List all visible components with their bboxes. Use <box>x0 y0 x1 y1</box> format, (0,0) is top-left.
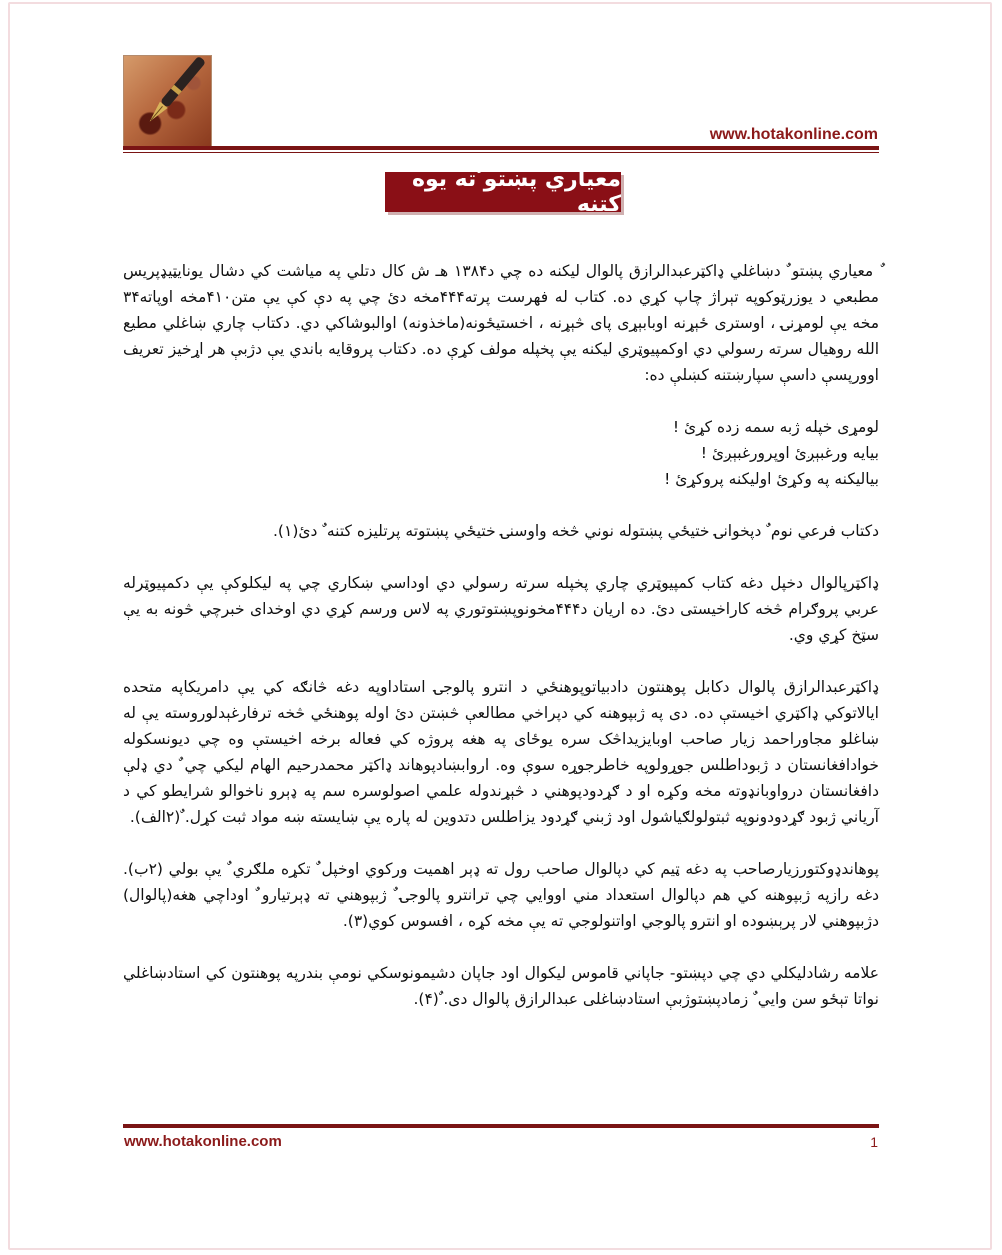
verse-block <box>123 414 879 492</box>
footer-site-link[interactable]: www.hotakonline.com <box>124 1133 282 1150</box>
footer-divider <box>123 1124 879 1128</box>
pen-logo-image <box>123 55 212 147</box>
verse-line: بيالیکنه په وکړئ اولیکنه پروکړئ ! <box>664 470 879 488</box>
page-number: 1 <box>870 1134 878 1150</box>
paragraph-rashad: علامه رشادليکلي دي چي دپښتو- جاپاني قاموس ليکوال اود جاپان دشيمونوسکي نومې بندرپه پوهنتون کي استادښاغلي نواتا تېځو سن وايي ٌ زمادپښتوژبې استادښاغلی عبدالرازق پالوال دی. ٌ(۴). <box>123 964 879 1008</box>
verse-line: لومړی خپله ژبه سمه زده کړئ ! <box>672 418 879 436</box>
paragraph-intro: ٌ معياري پښتو ٌ دښاغلي ډاکټرعبدالرازق پالوال ليکنه ده چي د۱۳۸۴ هـ ش کال دتلي په مياشت کي دشال يونايټيډپريس مطبعي د يوزرټوکوپه تېراژ چاپ کړي ده. کتاب له فهرست پرته۴۴۴مخه دئ چي په دې کې يې متن۴۱۰مخه اوپاته۳۴ مخه يې لومړنۍ ، اوستری ځېړنه اوبابېړی پای څېړنه ، اخستيځونه(ماخذونه) اوالبوشاکي دي. دکتاب چاري ښاغلي مطيع الله روهيال سرته رسولي دي اوکمپيوټري ليکنه يې پخپله مولف کړې ده. دکتاب پروقايه باندي يې دژبې هر اړخيز تعريف اوورپسې داسې سپارښتنه کښلې ده: <box>123 262 879 384</box>
document-title: معياري پښتو ٌته يوه کتنه <box>385 172 621 212</box>
header-site-link[interactable]: www.hotakonline.com <box>709 126 878 143</box>
header-divider <box>123 146 879 150</box>
fountain-pen-icon <box>124 56 211 146</box>
paragraph-biography: ډاکټرعبدالرازق پالوال دکابل پوهنتون دادبياتوپوهنځي د انترو پالوجۍ استاداوپه دغه څانګه کي يې دامريکاپه متحده ايالاتوکي ډاکټري اخيستې ده. دی په ژبپوهنه کي دپراخي مطالعې څښتن دئ اوله پوهنځي څخه ترفارغېدلوروسته يې له ښاغلو مجاوراحمد زيار صاحب اوبايزيداڅک سره يوځای په هغه پروژه کي فعاله برخه اخيستې وه چي ديونسکوله خوادافغانستان د ژبوداطلس جوړولوپه خاطرجوړه سوې وه. اروابښادپوهاند ډاکټر محمدرحيم الهام ليکي چي ٌ دي ډلې دافغانستان درواوبانډوته مخه وکړه او د ګړدودپوهني د څېړندوله علمي اصولوسره سم په ډېرو ناخوالو شرايطو کي د آرياني ژبود ګړدودونوپه ثبتولولګياشول اود ژبني ګړدود يزاطلس دتدوين له پاره يې ښايسته ښه مواد ثبت کړل. ٌ(۲الف). <box>123 678 879 826</box>
verse-line: بيايه ورغبېږئ اوپرورغبېږئ ! <box>700 444 879 462</box>
paragraph-team: پوهاندډوکتورزيارصاحب په دغه ټيم کي دپالوال صاحب رول ته ډېر اهميت ورکوي اوخپل ٌ تکړه ملګري ٌ يې بولي (۲ب). دغه رازپه ژبپوهنه کي هم دپالوال استعداد مني اووايي چي ترانترو پالوجۍ ٌ ژبپوهني ته ډېرتيارو ٌ اوداچي هغه(پالوال) دژبپوهني لار پرېښوده او انترو پالوجي اواتنولوجي ته يې مخه کړه ، افسوس کوي(۳). <box>123 860 879 930</box>
paragraph-subtitle: دکتاب فرعي نوم ٌ دپخوانۍ ختيځي پښتوله نوني څخه واوسنۍ ختيځي پښتوته پرتليزه کتنه ٌ دئ(۱). <box>273 522 879 540</box>
header-divider-thin <box>123 152 879 153</box>
article-body <box>123 258 879 1038</box>
paragraph-computer: ډاکټرپالوال دخپل دغه کتاب کمپيوټري چاري پخپله سرته رسولي دي اوداسي ښکاري چي په ليکلوکې يې دکمپيوټرله عربي پروګرام څخه کاراخيستی دئ. ده اريان د۴۴۴مخونوپښتوتوري په لاس ورسم کړي دي اوخدای خبرچي څونه به يې سټخ کړي وي. <box>123 574 879 644</box>
